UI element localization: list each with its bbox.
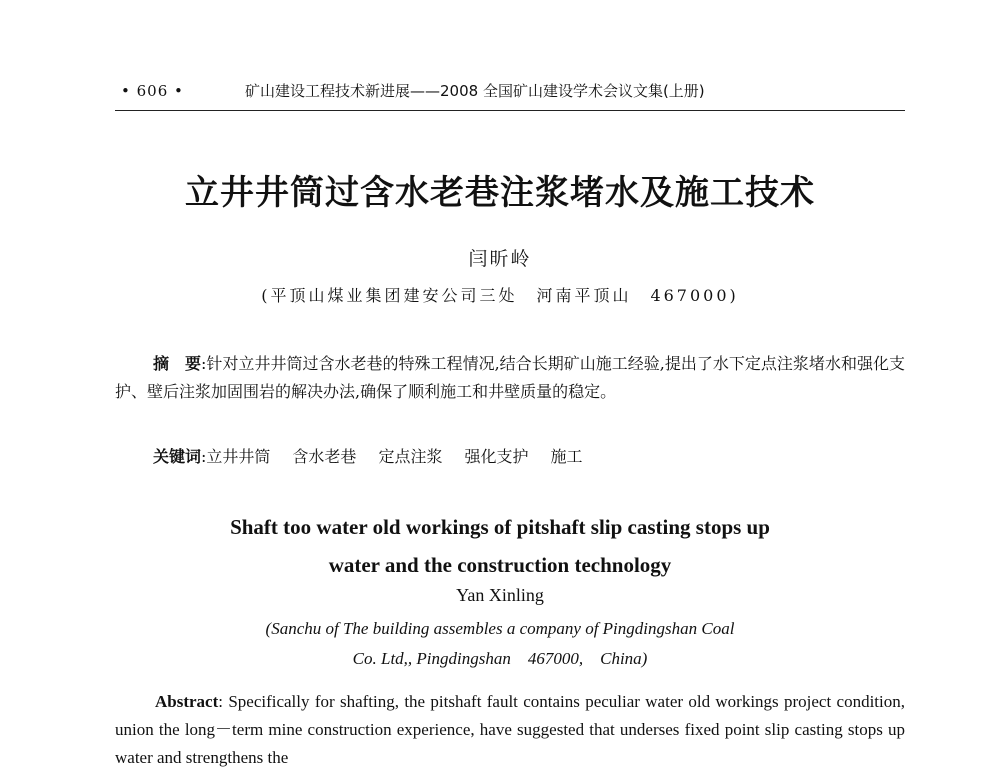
affiliation-en (0, 614, 1000, 674)
keyword: 强化支护 (464, 447, 529, 466)
author-cn: 闫昕岭 (468, 248, 532, 270)
keywords-label-cn: 关键词 (153, 447, 202, 466)
running-head-title: 矿山建设工程技术新进展——2008 全国矿山建设学术会议文集(上册) (245, 82, 705, 100)
abstract-label-en: Abstract (155, 692, 219, 711)
author-en: Yan Xinling (456, 585, 544, 605)
paper-title-en-line: Shaft too water old workings of pitshaft slip casting stops up (230, 515, 770, 539)
keyword: 含水老巷 (292, 447, 357, 466)
paper-title-en (0, 508, 1000, 584)
affiliation-en-line: Co. Ltd,, Pingdingshan 467000, China) (352, 649, 648, 668)
page-number: • 606 • (121, 82, 184, 100)
affiliation-cn: (平顶山煤业集团建安公司三处 河南平顶山 467000) (261, 286, 739, 305)
keyword: 施工 (550, 447, 583, 466)
affiliation-en-line: (Sanchu of The building assembles a company of Pingdingshan Coal (265, 619, 735, 638)
running-header (115, 78, 905, 104)
keyword: 立井井筒 (206, 447, 271, 466)
paper-title-en-line: water and the construction technology (328, 553, 672, 577)
abstract-label-cn: 摘 要 (153, 354, 202, 373)
header-rule (115, 110, 905, 111)
abstract-text-en: : Specifically for shafting, the pitshaft fault contains peculiar water old workings project condition, union the long－term mine construction experience, have suggested that underses fixed point slip casting stops up water and strengthens the (115, 692, 905, 767)
keywords-cn (115, 444, 905, 470)
abstract-en (115, 688, 905, 772)
abstract-cn (115, 350, 905, 406)
keywords-separator: : (201, 447, 207, 466)
abstract-text-cn: :针对立井井筒过含水老巷的特殊工程情况,结合长期矿山施工经验,提出了水下定点注浆堵水和强化支护、壁后注浆加固围岩的解决办法,确保了顺利施工和井壁质量的稳定。 (115, 354, 905, 401)
keyword: 定点注浆 (378, 447, 443, 466)
paper-title-cn: 立井井筒过含水老巷注浆堵水及施工技术 (185, 173, 815, 213)
